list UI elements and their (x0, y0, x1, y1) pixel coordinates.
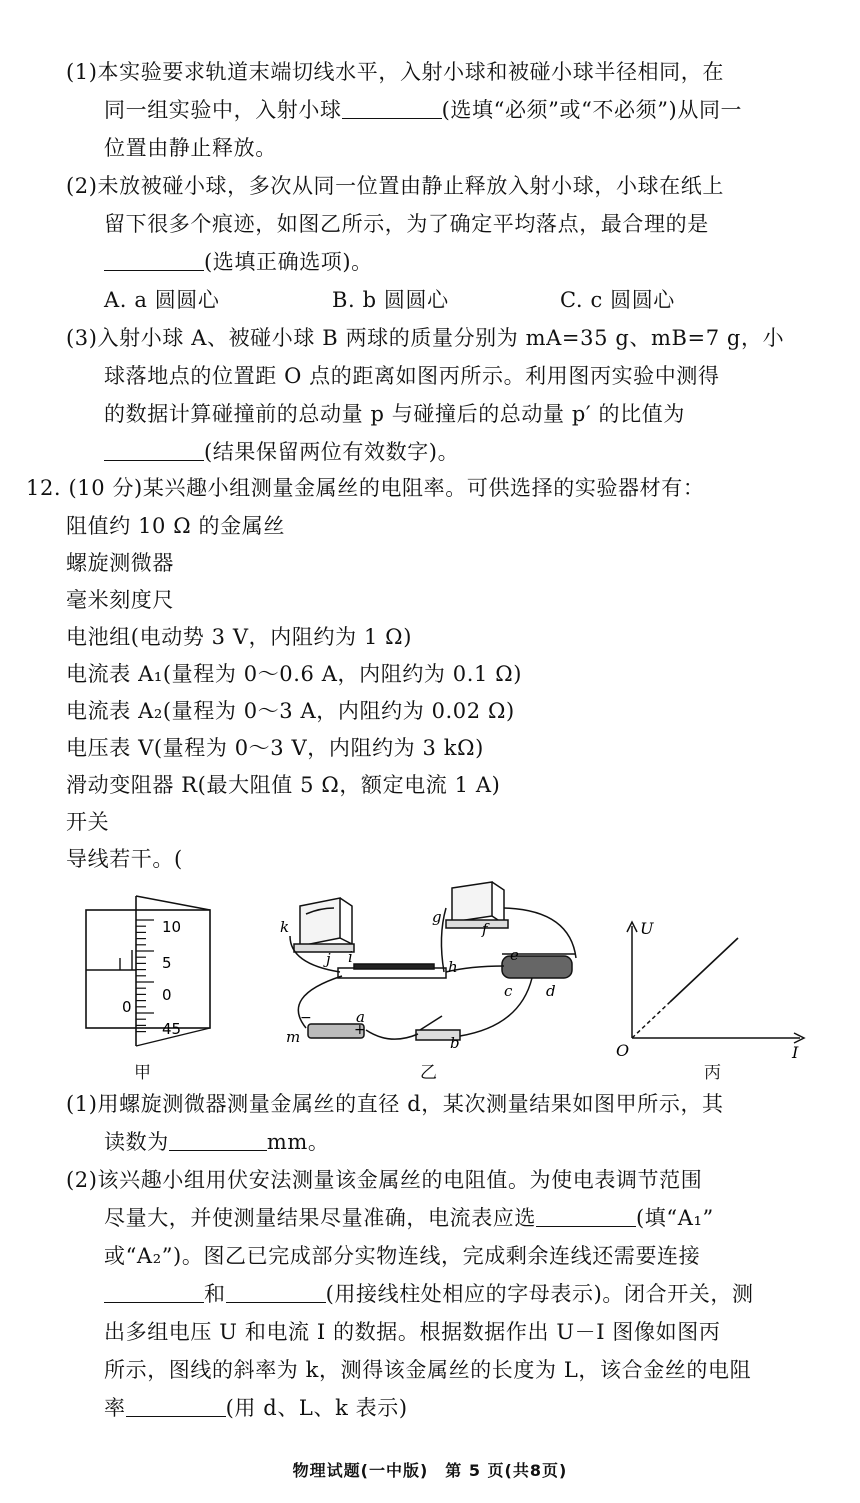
q12-part2-line4: 和 (用接线柱处相应的字母表示)。闭合开关，测 (104, 1278, 754, 1310)
answer-blank[interactable] (104, 440, 204, 461)
origin-label: O (616, 1041, 630, 1060)
q12-part2-line2: 尽量大，并使测量结果尽量准确，电流表应选 (填“A₁” (104, 1206, 714, 1230)
q12-part2-line3: 或“A₂”)。图乙已完成部分实物连线，完成剩余连线还需要连接 (104, 1244, 701, 1268)
tick-label: 5 (162, 954, 172, 972)
terminal-label: k (280, 918, 290, 936)
main-scale-zero: 0 (122, 998, 132, 1016)
q11-part3-line4: (结果保留两位有效数字)。 (104, 436, 459, 468)
equipment-item: 导线若干。( (66, 847, 183, 871)
equipment-item: 螺旋测微器 (66, 551, 174, 575)
terminal-label: g (432, 908, 442, 926)
figure-caption-yi: 乙 (420, 1063, 437, 1083)
answer-blank[interactable] (126, 1396, 226, 1417)
q11-part3-line1: (3)入射小球 A、被碰小球 B 两球的质量分别为 mA=35 g、mB=7 g，小 (66, 326, 785, 350)
q11-part2-line1: (2)未放被碰小球，多次从同一位置由静止释放入射小球，小球在纸上 (66, 174, 724, 198)
battery-minus: − (300, 1010, 312, 1026)
equipment-item: 电流表 A₂(量程为 0～3 A，内阻约为 0.02 Ω) (66, 699, 515, 723)
answer-blank[interactable] (104, 1282, 204, 1303)
page-footer: 物理试题(一中版) 第 5 页(共8页) (292, 1461, 568, 1480)
option-c: C. c 圆圆心 (560, 288, 675, 312)
terminal-label: c (504, 982, 513, 1000)
equipment-item: 电压表 V(量程为 0～3 V，内阻约为 3 kΩ) (66, 736, 484, 760)
q11-part1-line3: 位置由静止释放。 (104, 136, 277, 160)
circuit-figure (270, 876, 600, 1056)
terminal-label: f (482, 920, 488, 938)
answer-blank[interactable] (342, 98, 442, 119)
q11-part2-line2: 留下很多个痕迹，如图乙所示，为了确定平均落点，最合理的是 (104, 212, 709, 236)
q11-part2-line3: (选填正确选项)。 (104, 246, 373, 278)
equipment-item: 电池组(电动势 3 V，内阻约为 1 Ω) (66, 625, 412, 649)
terminal-label: a (356, 1008, 365, 1026)
answer-blank[interactable] (104, 250, 204, 271)
q11-options (104, 284, 675, 316)
terminal-label: d (546, 982, 556, 1000)
equipment-item: 滑动变阻器 R(最大阻值 5 Ω，额定电流 1 A) (66, 773, 501, 797)
q11-part3-line3: 的数据计算碰撞前的总动量 p 与碰撞后的总动量 p′ 的比值为 (104, 402, 685, 426)
figure-caption-jia: 甲 (134, 1063, 151, 1083)
i-axis-label: I (792, 1043, 799, 1062)
figure-caption-bing: 丙 (704, 1063, 721, 1083)
q12-part1-line1: (1)用螺旋测微器测量金属丝的直径 d，某次测量结果如图甲所示，其 (66, 1092, 724, 1116)
terminal-label: j (326, 950, 331, 968)
q12-part2-line1: (2)该兴趣小组用伏安法测量该金属丝的电阻值。为使电表调节范围 (66, 1168, 703, 1192)
terminal-label: b (450, 1034, 460, 1052)
equipment-item: 电流表 A₁(量程为 0～0.6 A，内阻约为 0.1 Ω) (66, 662, 523, 686)
ui-graph-figure (612, 912, 812, 1062)
tick-label: 10 (162, 918, 182, 936)
terminal-label: i (348, 948, 353, 966)
answer-blank[interactable] (169, 1130, 267, 1151)
q12-part2-line5: 出多组电压 U 和电流 I 的数据。根据数据作出 U－I 图像如图丙 (104, 1320, 721, 1344)
equipment-item: 开关 (66, 810, 110, 834)
q12-part1-line2: 读数为 mm。 (104, 1130, 330, 1154)
terminal-label: m (286, 1028, 301, 1046)
q12-part2-line6: 所示，图线的斜率为 k，测得该金属丝的长度为 L，该合金丝的电阻 (104, 1358, 752, 1382)
answer-blank[interactable] (226, 1282, 326, 1303)
battery-plus: + (354, 1022, 366, 1038)
q11-part3-line2: 球落地点的位置距 O 点的距离如图丙所示。利用图丙实验中测得 (104, 364, 720, 388)
equipment-item: 阻值约 10 Ω 的金属丝 (66, 514, 285, 538)
q12-heading: 12. (10 分)某兴趣小组测量金属丝的电阻率。可供选择的实验器材有： (26, 476, 705, 500)
option-a: A. a 圆圆心 (104, 288, 220, 312)
q11-part1-line1: (1)本实验要求轨道末端切线水平，入射小球和被碰小球半径相同，在 (66, 60, 724, 84)
answer-blank[interactable] (536, 1206, 636, 1227)
tick-label: 0 (162, 986, 172, 1004)
terminal-label: h (448, 958, 458, 976)
tick-label: 45 (162, 1020, 182, 1038)
micrometer-figure (80, 888, 230, 1048)
equipment-item: 毫米刻度尺 (66, 588, 174, 612)
q12-part2-line7: 率 (用 d、L、k 表示) (104, 1396, 408, 1420)
q11-part1-line2: 同一组实验中，入射小球 (选填“必须”或“不必须”)从同一 (104, 98, 743, 122)
option-b: B. b 圆圆心 (332, 288, 449, 312)
u-axis-label: U (640, 919, 654, 938)
terminal-label: e (510, 946, 519, 964)
